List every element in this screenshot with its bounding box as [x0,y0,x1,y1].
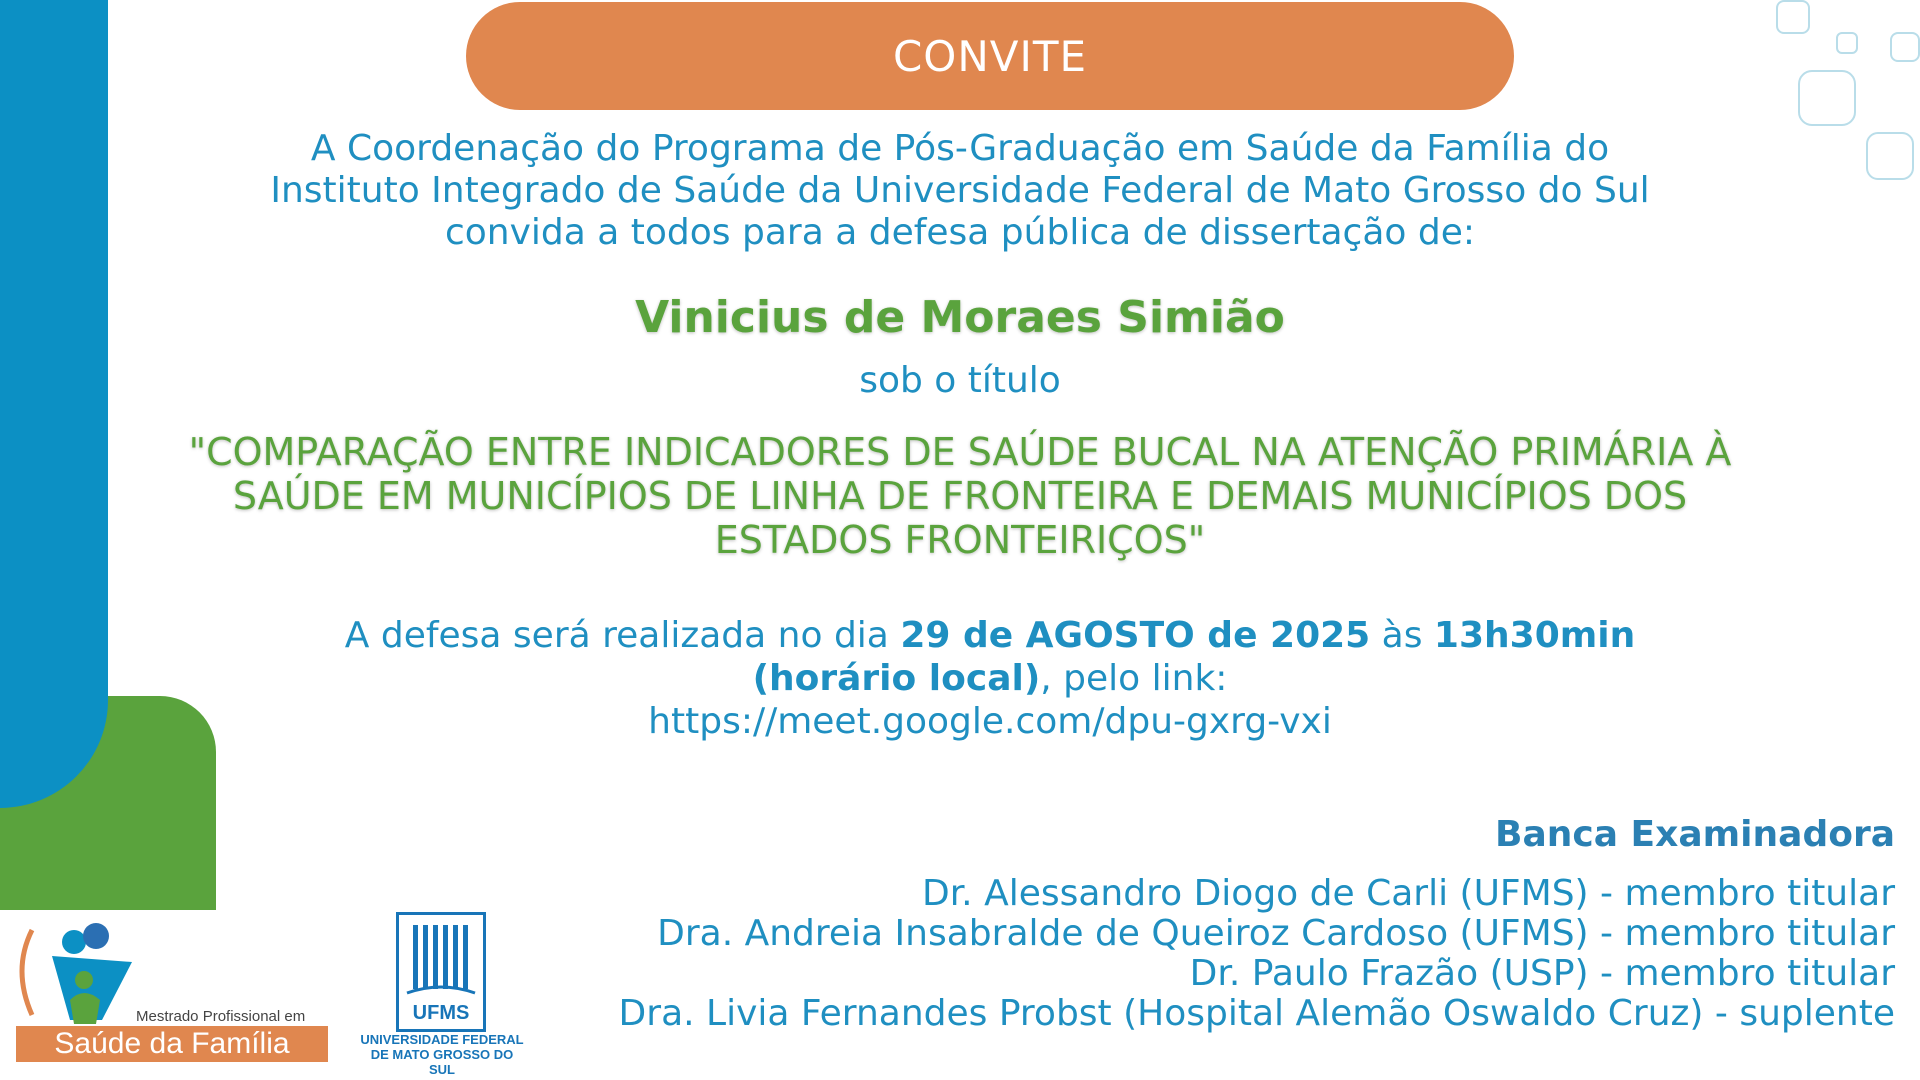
defense-time: 13h30min [1433,615,1636,656]
defense-date: 29 de AGOSTO de 2025 [900,615,1371,656]
schedule-paragraph [240,614,1740,743]
banca-list [595,874,1895,1034]
decorative-square [1798,70,1856,126]
ufms-caption-line: UNIVERSIDADE FEDERAL [360,1032,524,1047]
decorative-square [1866,132,1914,180]
decorative-square [1890,32,1920,62]
schedule-prefix: A defesa será realizada no dia [344,615,901,656]
decorative-square [1776,0,1810,34]
intro-line: A Coordenação do Programa de Pós-Graduação em Saúde da Família do [310,128,1610,169]
candidate-name: Vinicius de Moraes Simião [635,292,1285,343]
title-line: "COMPARAÇÃO ENTRE INDICADORES DE SAÚDE BUCAL NA ATENÇÃO PRIMÁRIA À [188,430,1732,474]
intro-paragraph [180,128,1740,254]
schedule-mid: às [1370,615,1434,656]
banca-member: Dra. Andreia Insabralde de Queiroz Cardoso (UFMS) - membro titular [657,913,1895,954]
convite-label: CONVITE [892,31,1088,81]
decorative-square [1836,32,1858,54]
banca-title: Banca Examinadora [1495,814,1895,855]
ufms-caption-line: DE MATO GROSSO DO SUL [370,1047,514,1077]
dissertation-title [180,430,1740,562]
title-intro: sob o título [859,360,1061,401]
left-blue-bar [0,0,108,808]
ufms-acronym: UFMS [412,1002,470,1024]
ufms-emblem-icon [396,912,486,1032]
defense-timezone: (horário local) [752,658,1041,699]
banca-member: Dr. Paulo Frazão (USP) - membro titular [1189,953,1895,994]
title-line: SAÚDE EM MUNICÍPIOS DE LINHA DE FRONTEIRA E DEMAIS MUNICÍPIOS DOS [232,474,1688,518]
convite-header [466,2,1514,110]
saude-familia-logo [12,920,330,1066]
schedule-suffix: , pelo link: [1040,658,1228,699]
intro-line: convida a todos para a defesa pública de dissertação de: [444,212,1476,253]
saude-logo-subtitle: Mestrado Profissional em [136,1008,306,1025]
ufms-logo [360,910,530,1077]
meeting-link[interactable]: https://meet.google.com/dpu-gxrg-vxi [648,701,1332,742]
banca-member: Dra. Livia Fernandes Probst (Hospital Alemão Oswaldo Cruz) - suplente [618,993,1895,1034]
title-line: ESTADOS FRONTEIRIÇOS" [714,518,1206,562]
intro-line: Instituto Integrado de Saúde da Universidade Federal de Mato Grosso do Sul [270,170,1650,211]
banca-member: Dr. Alessandro Diogo de Carli (UFMS) - membro titular [921,873,1895,914]
saude-logo-title: Saúde da Família [16,1026,328,1062]
ufms-caption [360,1032,524,1077]
